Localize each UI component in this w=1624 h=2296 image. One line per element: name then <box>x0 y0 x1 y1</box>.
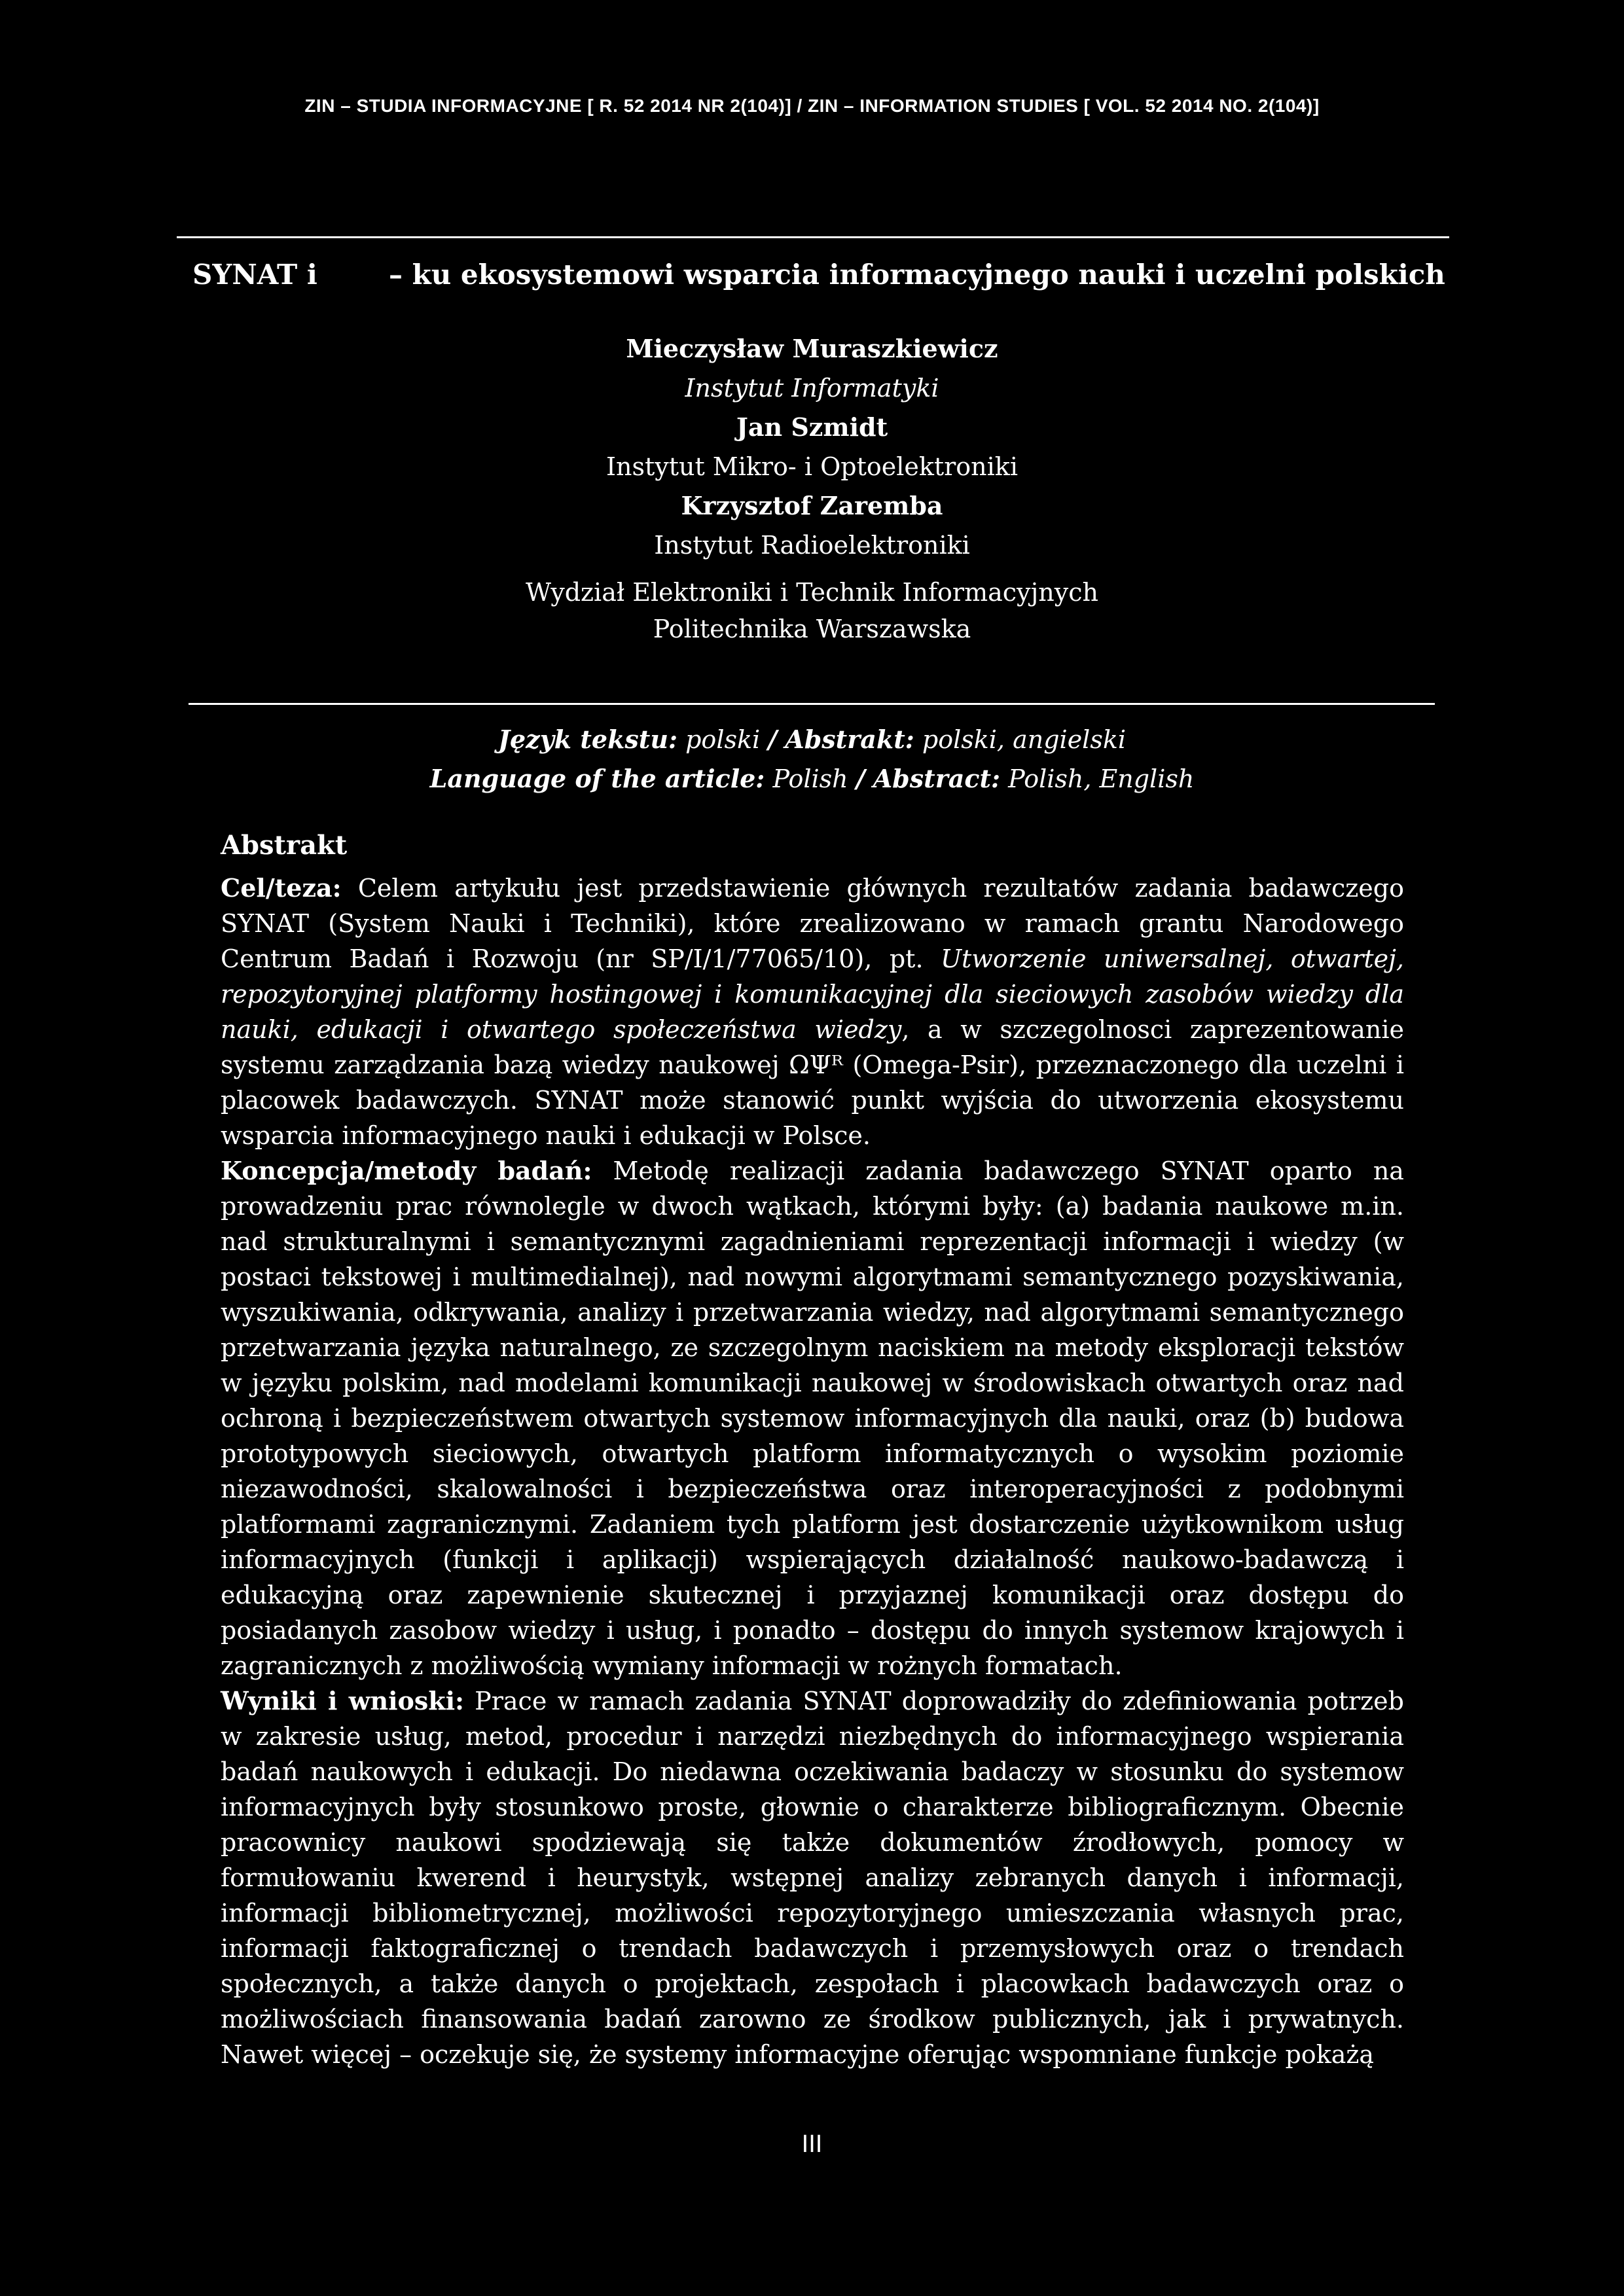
abstract-label-pl: Abstrakt: <box>785 725 914 754</box>
language-value-pl: polski <box>685 725 761 754</box>
author-name: Mieczysław Muraszkiewicz <box>626 334 998 363</box>
language-separator: / <box>768 725 778 754</box>
running-header: ZIN – STUDIA INFORMACYJNE [ R. 52 2014 NR 2(104)] / ZIN – INFORMATION STUDIES [ VOL. 52 2014 NO. 2(104)] <box>304 96 1320 116</box>
author-affiliation: Instytut Radioelektroniki <box>654 531 970 560</box>
language-line-en <box>0 759 1624 798</box>
abstract-heading: Abstrakt <box>221 830 348 861</box>
cel-text: Celem artykułu jest przedstawienie głównych rezultatów zadania badawczego SYNAT (System Nauki i Techniki), które zrealizowano w ramach grantu Narodowego Centrum Badań i Rozwoju (nr SP/I/1/77065/10), pt. <box>221 874 1404 973</box>
grant-title: Utworzenie uniwersalnej, otwartej, repozytoryjnej platformy hostingowej i komunikacyjnej dla sieciowych zasobów wiedzy dla nauki, edukacji i otwartego społeczeństwa wiedzy <box>221 944 1405 1044</box>
wyniki-text: Prace w ramach zadania SYNAT doprowadziły do zdefiniowania potrzeb w zakresie usług, metod, procedur i narzędzi niezbędnych do informacyjnego wspierania badań naukowych i edukacji. Do niedawna oczekiwania badaczy w stosunku do systemow informacyjnych były stosunkowo proste, głownie o charakterze bibliograficznym. Obecnie pracownicy naukowi spodziewają się także dokumentów źrodłowych, pomocy w formułowaniu kwerend i heurystyk, wstępnej analizy zebranych danych i informacji, informacji bibliometrycznej, możliwości repozytoryjnego umieszczania własnych prac, informacji faktograficznej o trendach badawczych i przemysłowych oraz o trendach społecznych, a także danych o projektach, zespołach i placowkach badawczych oraz o możliwościach finansowania badań zarowno ze środkow publicznych, jak i prywatnych. Nawet więcej – oczekuje się, że systemy informacyjne oferując wspomniane funkcje pokażą <box>221 1687 1404 2069</box>
page-number: III <box>801 2130 823 2158</box>
university: Politechnika Warszawska <box>653 615 971 643</box>
language-label-pl: Język tekstu: <box>497 725 678 754</box>
author-name: Krzysztof Zaremba <box>681 491 943 520</box>
metody-label: Koncepcja/metody badań: <box>221 1156 592 1185</box>
author-name: Jan Szmidt <box>736 412 888 442</box>
title-right: – ku ekosystemowi wsparcia informacyjnego nauki i uczelni polskich <box>389 259 1445 291</box>
title-left: SYNAT i <box>192 259 317 291</box>
author-block <box>0 329 1624 647</box>
language-value-en: Polish <box>772 764 848 793</box>
abstract-paragraph-wyniki <box>221 1683 1404 2072</box>
language-info <box>0 720 1624 798</box>
abstract-body <box>221 870 1404 2072</box>
abstract-value-pl: polski, angielski <box>922 725 1127 754</box>
wyniki-label: Wyniki i wnioski: <box>221 1686 465 1715</box>
middle-rule <box>189 703 1435 705</box>
language-label-en: Language of the article: <box>429 764 765 793</box>
abstract-label-en: Abstract: <box>873 764 1001 793</box>
cel-label: Cel/teza: <box>221 873 342 903</box>
faculty: Wydział Elektroniki i Technik Informacyjnych <box>526 578 1098 607</box>
language-separator: / <box>856 764 865 793</box>
metody-text: Metodę realizacji zadania badawczego SYNAT oparto na prowadzeniu prac równolegle w dwoch wątkach, którymi były: (a) badania naukowe m.in. nad strukturalnymi i semantycznymi zagadnieniami reprezentacji informacji i wiedzy (w postaci tekstowej i multimedialnej), nad nowymi algorytmami semantycznego pozyskiwania, wyszukiwania, odkrywania, analizy i przetwarzania wiedzy, nad algorytmami semantycznego przetwarzania języka naturalnego, ze szczegolnym naciskiem na metody eksploracji tekstów w języku polskim, nad modelami komunikacji naukowej w środowiskach otwartych oraz nad ochroną i bezpieczeństwem otwartych systemow informacyjnych dla nauki, oraz (b) budowa prototypowych sieciowych, otwartych platform informatycznych o wysokim poziomie niezawodności, skalowalności i bezpieczeństwa oraz interoperacyjności z podobnymi platformami zagranicznymi. Zadaniem tych platform jest dostarczenie użytkownikom usług informacyjnych (funkcji i aplikacji) wspierających działalność naukowo-badawczą i edukacyjną oraz zapewnienie skutecznej i przyjaznej komunikacji oraz dostępu do posiadanych zasobow wiedzy i usług, i ponadto – dostępu do innych systemow krajowych i zagranicznych z możliwością wymiany informacji w rożnych formatach. <box>221 1157 1404 1680</box>
top-rule <box>177 236 1449 238</box>
language-line-pl <box>0 720 1624 759</box>
author-affiliation: Instytut Informatyki <box>685 374 939 403</box>
abstract-paragraph-metody <box>221 1153 1404 1683</box>
abstract-paragraph-cel <box>221 870 1404 1153</box>
cel-text-continued: , a w szczegolnosci zaprezentowanie systemu zarządzania bazą wiedzy naukowej ΩΨᴿ (Omega-Psir), przeznaczonego dla uczelni i placowek badawczych. SYNAT może stanowić punkt wyjścia do utworzenia ekosystemu wsparcia informacyjnego nauki i edukacji w Polsce. <box>221 1015 1404 1150</box>
author-affiliation: Instytut Mikro- i Optoelektroniki <box>605 452 1018 481</box>
abstract-value-en: Polish, English <box>1008 764 1195 793</box>
